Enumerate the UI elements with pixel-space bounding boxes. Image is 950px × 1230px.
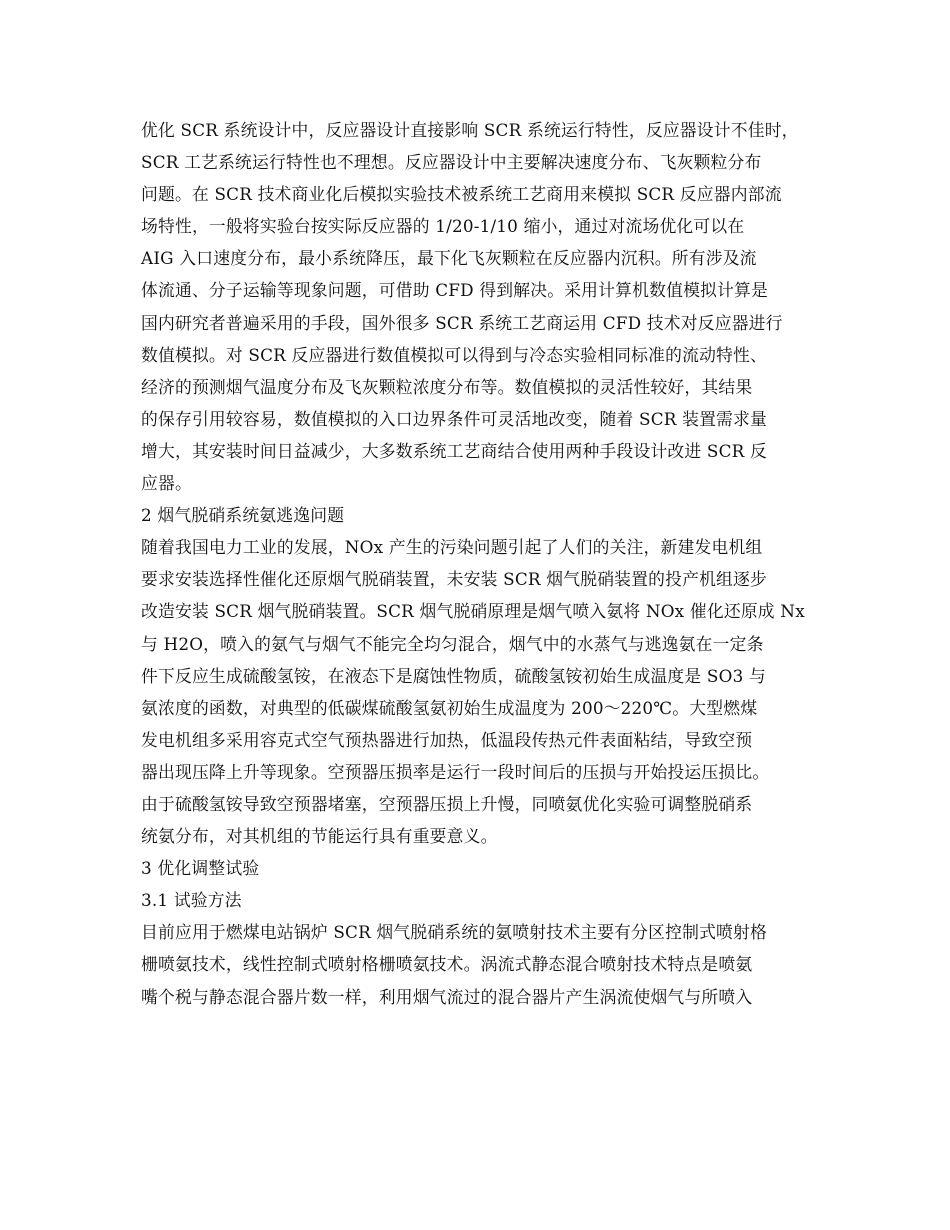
- text-line: 的保存引用较容易，数值模拟的入口边界条件可灵活地改变，随着 SCR 装置需求量: [141, 408, 768, 429]
- paragraph-reactor-design: [141, 114, 821, 499]
- text-line: 由于硫酸氢铵导致空预器堵塞，空预器压损上升慢，同喷氨优化实验可调整脱硝系: [141, 793, 753, 814]
- heading-text: 3 优化调整试验: [141, 858, 260, 879]
- text-line: SCR 工艺系统运行特性也不理想。反应器设计中主要解决速度分布、飞灰颗粒分布: [141, 152, 762, 173]
- paragraph-ammonia-slip: [141, 531, 821, 852]
- text-line: 栅喷氨技术，线性控制式喷射格栅喷氨技术。涡流式静态混合喷射技术特点是喷氨: [141, 954, 753, 975]
- text-line: 场特性，一般将实验台按实际反应器的 1/20-1/10 缩小，通过对流场优化可以在: [141, 216, 745, 237]
- text-line: 国内研究者普遍采用的手段，国外很多 SCR 系统工艺商运用 CFD 技术对反应器进行: [141, 312, 783, 333]
- text-line: 件下反应生成硫酸氢铵，在液态下是腐蚀性物质，硫酸氢铵初始生成温度是 SO3 与: [141, 665, 766, 686]
- text-line: AIG 入口速度分布，最小系统降压，最下化飞灰颗粒在反应器内沉积。所有涉及流: [141, 248, 757, 269]
- heading-text: 2 烟气脱硝系统氨逃逸问题: [141, 505, 345, 526]
- text-line: 经济的预测烟气温度分布及飞灰颗粒浓度分布等。数值模拟的灵活性较好，其结果: [141, 376, 753, 397]
- text-line: 随着我国电力工业的发展，NOx 产生的污染问题引起了人们的关注，新建发电机组: [141, 537, 763, 558]
- text-line: 改造安装 SCR 烟气脱硝装置。SCR 烟气脱硝原理是烟气喷入氨将 NOx 催化还原成 Nx: [141, 601, 805, 622]
- heading-text: 3.1 试验方法: [141, 890, 242, 911]
- text-line: 体流通、分子运输等现象问题，可借助 CFD 得到解决。采用计算机数值模拟计算是: [141, 280, 768, 301]
- text-line: 增大，其安装时间日益减少，大多数系统工艺商结合使用两种手段设计改进 SCR 反: [141, 440, 768, 461]
- text-line: 统氨分布，对其机组的节能运行具有重要意义。: [141, 826, 498, 847]
- text-line: 目前应用于燃煤电站锅炉 SCR 烟气脱硝系统的氨喷射技术主要有分区控制式喷射格: [141, 922, 768, 943]
- text-line: 优化 SCR 系统设计中，反应器设计直接影响 SCR 系统运行特性，反应器设计不佳时，: [141, 120, 799, 140]
- text-line: 嘴个税与静态混合器片数一样，利用烟气流过的混合器片产生涡流使烟气与所喷入: [141, 986, 753, 1007]
- section-heading-2: [141, 499, 821, 531]
- text-line: 氨浓度的函数，对典型的低碳煤硫酸氢氨初始生成温度为 200～220℃。大型燃煤: [141, 697, 758, 718]
- text-line: 应器。: [141, 473, 192, 494]
- text-line: 数值模拟。对 SCR 反应器进行数值模拟可以得到与冷态实验相同标准的流动特性、: [141, 344, 768, 365]
- text-line: 发电机组多采用容克式空气预热器进行加热，低温段传热元件表面粘结，导致空预: [141, 729, 753, 750]
- text-line: 要求安装选择性催化还原烟气脱硝装置，未安装 SCR 烟气脱硝装置的投产机组逐步: [141, 569, 768, 590]
- text-line: 与 H2O，喷入的氨气与烟气不能完全均匀混合，烟气中的水蒸气与逃逸氨在一定条: [141, 633, 764, 654]
- document-body: [141, 114, 821, 1013]
- text-line: 器出现压降上升等现象。空预器压损率是运行一段时间后的压损与开始投运压损比。: [141, 761, 770, 782]
- section-heading-3: [141, 852, 821, 884]
- text-line: 问题。在 SCR 技术商业化后模拟实验技术被系统工艺商用来模拟 SCR 反应器内部流: [141, 184, 782, 205]
- paragraph-test-method: [141, 916, 821, 1012]
- subsection-heading-3-1: [141, 884, 821, 916]
